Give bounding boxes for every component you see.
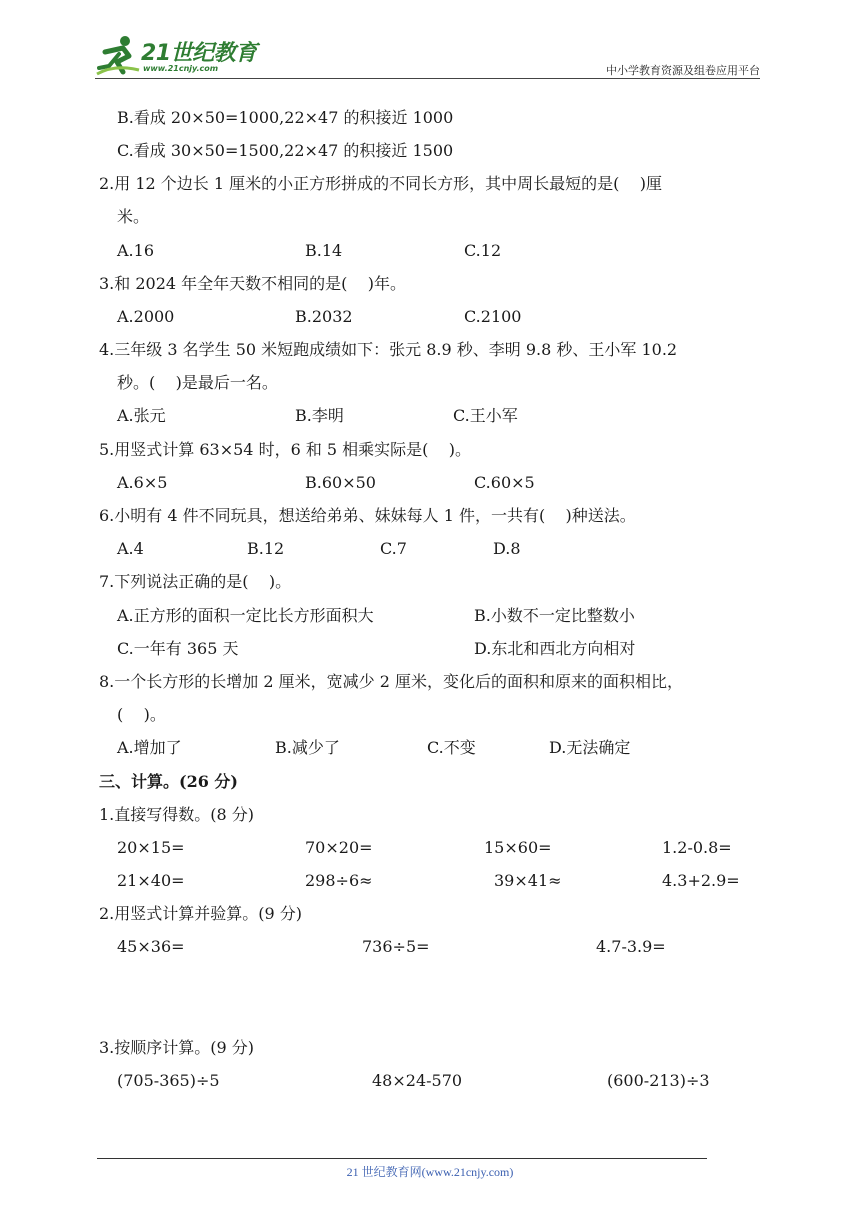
footer-divider: [97, 1158, 707, 1159]
section-heading: 三、计算。(26 分): [99, 772, 238, 791]
calc-item: 21×40=: [117, 871, 185, 890]
option: A.16: [117, 241, 154, 260]
option: C.2100: [464, 307, 522, 326]
calc-item: (600-213)÷3: [607, 1071, 710, 1090]
question-line: C.看成 30×50=1500,22×47 的积接近 1500: [117, 141, 454, 160]
calc-3-heading: 3.按顺序计算。(9 分): [99, 1038, 255, 1057]
calc-item: 4.3+2.9=: [662, 871, 740, 890]
calc-item: 70×20=: [305, 838, 373, 857]
calc-item: 1.2-0.8=: [662, 838, 732, 857]
option: B.60×50: [305, 473, 376, 492]
option: B.2032: [295, 307, 353, 326]
option: C.60×5: [474, 473, 535, 492]
option: C.7: [380, 539, 407, 558]
option: B.14: [305, 241, 343, 260]
page-header: [95, 30, 760, 80]
option: B.小数不一定比整数小: [474, 606, 635, 625]
calc-item: 298÷6≈: [305, 871, 373, 890]
option: C.王小军: [453, 406, 518, 425]
calc-item: 39×41≈: [494, 871, 562, 890]
question-4-cont: 秒。( )是最后一名。: [117, 373, 278, 392]
question-3: 3.和 2024 年全年天数不相同的是( )年。: [99, 274, 406, 293]
question-8: 8.一个长方形的长增加 2 厘米，宽减少 2 厘米，变化后的面积和原来的面积相比，: [99, 672, 683, 691]
header-divider: [95, 78, 760, 79]
option: A.4: [117, 539, 144, 558]
calc-item: 48×24-570: [372, 1071, 463, 1090]
site-logo: [95, 34, 265, 76]
platform-name: 中小学教育资源及组卷应用平台: [606, 64, 760, 77]
footer-link[interactable]: 21 世纪教育网(www.21cnjy.com): [346, 1165, 514, 1179]
logo-text: 21世纪教育: [141, 41, 257, 66]
calc-item: 20×15=: [117, 838, 185, 857]
option: A.6×5: [117, 473, 168, 492]
option: C.一年有 365 天: [117, 639, 239, 658]
calc-2-heading: 2.用竖式计算并验算。(9 分): [99, 904, 303, 923]
option: A.正方形的面积一定比长方形面积大: [117, 606, 374, 625]
option: C.12: [464, 241, 502, 260]
calc-item: (705-365)÷5: [117, 1071, 220, 1090]
option: B.12: [247, 539, 285, 558]
question-4: 4.三年级 3 名学生 50 米短跑成绩如下：张元 8.9 秒、李明 9.8 秒、王小军 10.2: [99, 340, 678, 359]
question-7: 7.下列说法正确的是( )。: [99, 572, 292, 591]
question-line: B.看成 20×50=1000,22×47 的积接近 1000: [117, 108, 454, 127]
question-5: 5.用竖式计算 63×54 时，6 和 5 相乘实际是( )。: [99, 440, 472, 459]
question-2-cont: 米。: [117, 207, 150, 226]
question-6: 6.小明有 4 件不同玩具，想送给弟弟、妹妹每人 1 件，一共有( )种送法。: [99, 506, 636, 525]
calc-item: 45×36=: [117, 937, 185, 956]
calc-item: 15×60=: [484, 838, 552, 857]
question-2: 2.用 12 个边长 1 厘米的小正方形拼成的不同长方形，其中周长最短的是( )厘: [99, 174, 662, 193]
option: D.无法确定: [549, 738, 631, 757]
calc-item: 736÷5=: [362, 937, 430, 956]
question-8-cont: ( )。: [117, 705, 166, 724]
option: A.2000: [117, 307, 175, 326]
option: A.增加了: [117, 738, 182, 757]
option: D.8: [493, 539, 521, 558]
runner-logo-icon: [95, 34, 141, 76]
option: C.不变: [427, 738, 476, 757]
option: A.张元: [117, 406, 166, 425]
option: D.东北和西北方向相对: [474, 639, 636, 658]
option: B.减少了: [275, 738, 340, 757]
calc-1-heading: 1.直接写得数。(8 分): [99, 805, 255, 824]
logo-url: www.21cnjy.com: [143, 64, 219, 73]
calc-item: 4.7-3.9=: [596, 937, 666, 956]
option: B.李明: [295, 406, 344, 425]
